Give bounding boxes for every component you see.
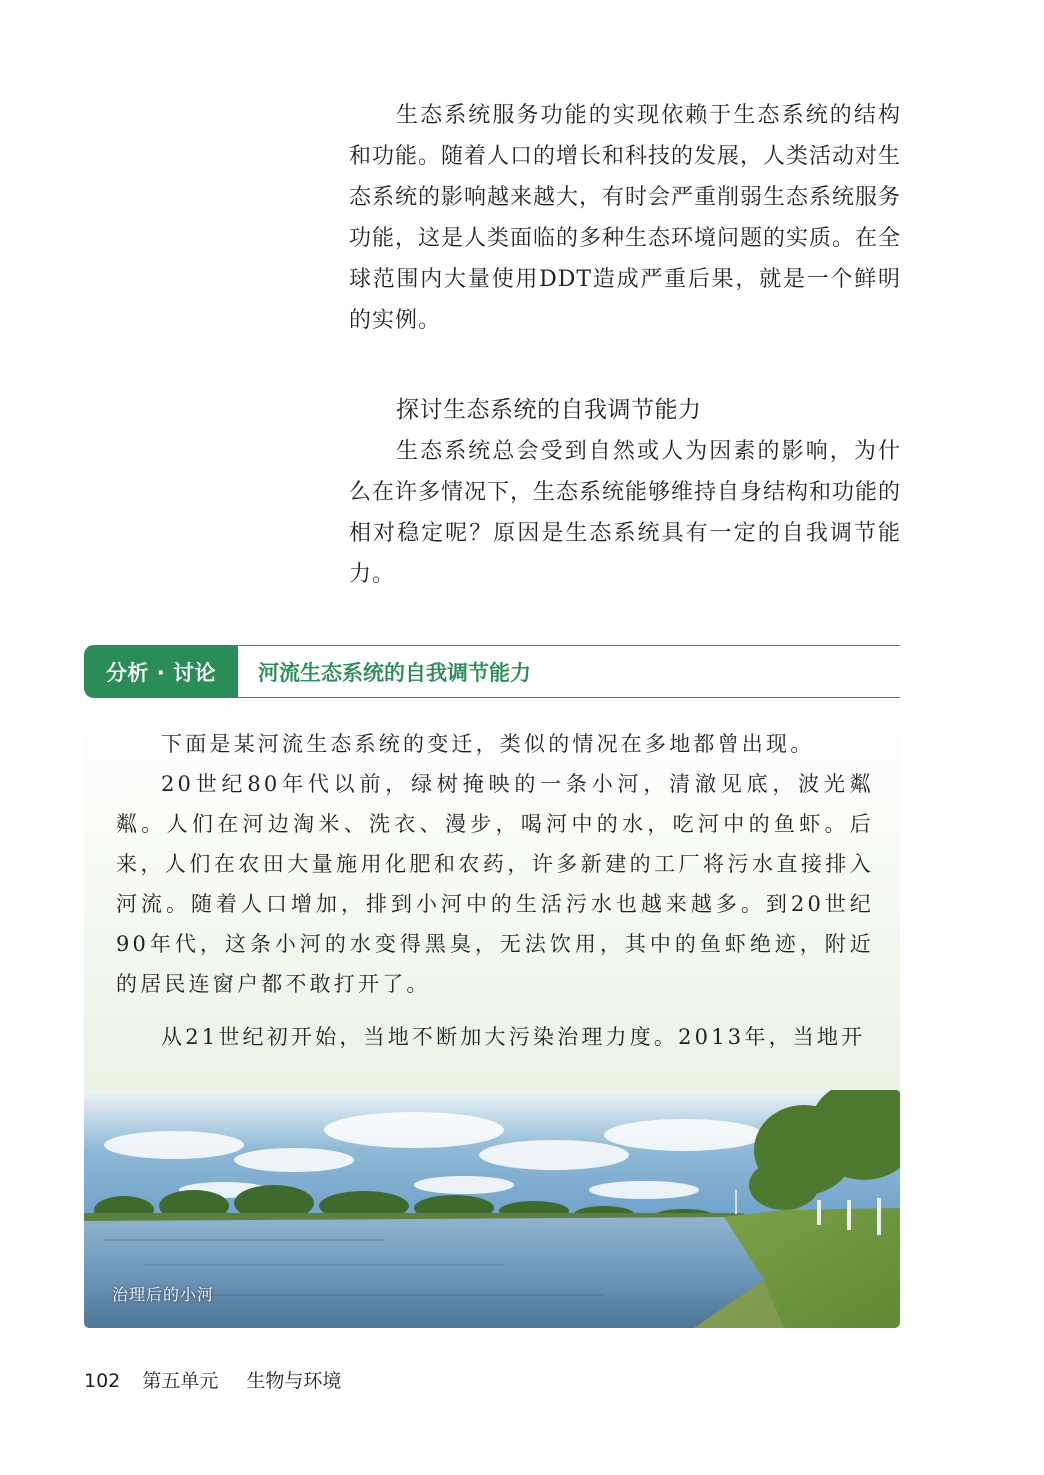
unit-label: 第五单元 [142, 1370, 219, 1392]
discussion-tag: 分析 · 讨论 [84, 645, 238, 698]
photo-caption: 治理后的小河 [112, 1285, 215, 1304]
discussion-paragraph-2: 20世纪80年代以前，绿树掩映的一条小河，清澈见底，波光粼粼。人们在河边淘米、洗衣、漫步，喝河中的水，吃河中的鱼虾。后来，人们在农田大量施用化肥和农药，许多新建的工厂将污水直接排入河流。随着人口增加，排到小河中的生活污水也越来越多。到20世纪90年代，这条小河的水变得黑臭，无法饮用，其中的鱼虾绝迹，附近的居民连窗户都不敢打开了。 [116, 772, 874, 996]
page-footer [84, 1366, 341, 1393]
paragraph-ecosystem-services: 生态系统服务功能的实现依赖于生态系统的结构和功能。随着人口的增长和科技的发展，人类活动对生态系统的影响越来越大，有时会严重削弱生态系统服务功能，这是人类面临的多种生态环境问题的实质。在全球范围内大量使用DDT造成严重后果，就是一个鲜明的实例。 [349, 103, 902, 333]
discussion-title: 河流生态系统的自我调节能力 [258, 660, 531, 685]
discussion-paragraph-1: 下面是某河流生态系统的变迁，类似的情况在多地都曾出现。 [161, 732, 815, 756]
unit-title: 生物与环境 [246, 1370, 342, 1392]
discussion-header [84, 645, 900, 698]
paragraph-self-regulation: 生态系统总会受到自然或人为因素的影响，为什么在许多情况下，生态系统能够维持自身结构和功能的相对稳定呢？原因是生态系统具有一定的自我调节能力。 [349, 439, 902, 587]
section-heading: 探讨生态系统的自我调节能力 [396, 397, 702, 423]
discussion-paragraph-3: 从21世纪初开始，当地不断加大污染治理力度。2013年，当地开 [161, 1025, 866, 1049]
page-number: 102 [84, 1370, 121, 1392]
